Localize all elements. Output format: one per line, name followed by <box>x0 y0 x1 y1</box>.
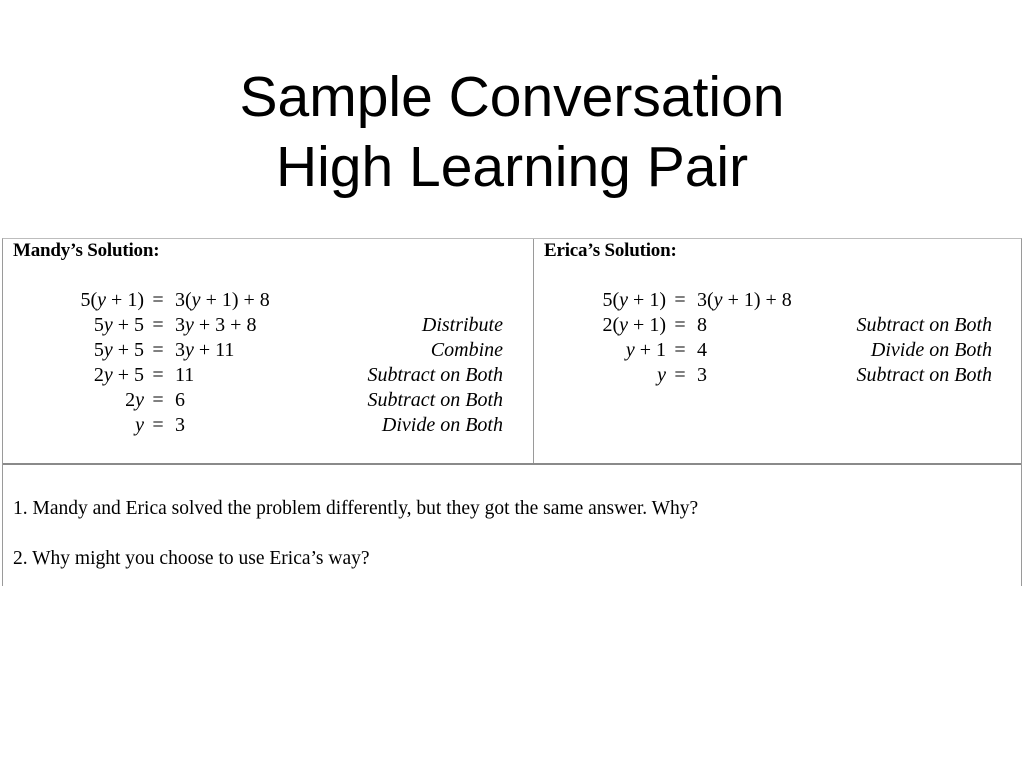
erica-step-equals: = <box>674 339 686 361</box>
mandy-step-lhs: 5(y + 1) <box>80 289 144 311</box>
mandy-step-note: Subtract on Both <box>367 389 503 411</box>
mandy-step-3 <box>3 338 533 363</box>
mandy-step-lhs: y <box>135 414 144 436</box>
erica-step-rhs: 8 <box>697 314 707 336</box>
mandy-solution-panel <box>3 239 533 463</box>
erica-step-rhs: 3 <box>697 364 707 386</box>
mandy-step-equals: = <box>152 389 164 411</box>
erica-step-lhs: 5(y + 1) <box>602 289 666 311</box>
mandy-step-equals: = <box>152 364 164 386</box>
mandy-step-5 <box>3 388 533 413</box>
mandy-step-equals: = <box>152 314 164 336</box>
erica-step-rhs: 3(y + 1) + 8 <box>697 289 792 311</box>
mandy-step-rhs: 3 <box>175 414 185 436</box>
worksheet-table <box>2 238 1022 586</box>
mandy-step-lhs: 5y + 5 <box>93 339 144 361</box>
erica-step-note: Subtract on Both <box>856 364 992 386</box>
erica-step-1 <box>534 288 1021 313</box>
erica-step-equals: = <box>674 364 686 386</box>
mandy-step-lhs: 5y + 5 <box>93 314 144 336</box>
erica-step-lhs: 2(y + 1) <box>602 314 666 336</box>
mandy-step-6 <box>3 413 533 438</box>
mandy-step-lhs: 2y + 5 <box>93 364 144 386</box>
erica-step-lhs: y + 1 <box>625 339 666 361</box>
mandy-step-rhs: 6 <box>175 389 185 411</box>
mandy-step-rhs: 3(y + 1) + 8 <box>175 289 270 311</box>
questions-row <box>3 465 1021 587</box>
mandy-step-rhs: 11 <box>175 364 195 386</box>
slide-title-line2: High Learning Pair <box>275 135 749 199</box>
slide-title <box>0 62 1024 202</box>
mandy-step-2 <box>3 313 533 338</box>
mandy-step-4 <box>3 363 533 388</box>
mandy-step-1 <box>3 288 533 313</box>
erica-step-4 <box>534 363 1021 388</box>
mandy-step-equals: = <box>152 339 164 361</box>
mandy-step-note: Combine <box>430 339 503 361</box>
mandy-step-equals: = <box>152 414 164 436</box>
mandy-solution-heading: Mandy’s Solution: <box>13 240 160 261</box>
mandy-step-equals: = <box>152 289 164 311</box>
mandy-step-note: Divide on Both <box>381 414 503 436</box>
mandy-step-rhs: 3y + 3 + 8 <box>175 314 257 336</box>
erica-solution-heading: Erica’s Solution: <box>544 240 677 261</box>
question-2: 2. Why might you choose to use Erica’s way? <box>13 548 370 569</box>
mandy-step-rhs: 3y + 11 <box>175 339 235 361</box>
erica-step-2 <box>534 313 1021 338</box>
mandy-step-note: Subtract on Both <box>367 364 503 386</box>
mandy-step-lhs: 2y <box>125 389 144 411</box>
erica-step-note: Divide on Both <box>870 339 992 361</box>
solutions-row <box>3 239 1021 465</box>
question-1: 1. Mandy and Erica solved the problem differently, but they got the same answer. Why? <box>13 498 699 519</box>
erica-step-lhs: y <box>657 364 666 386</box>
slide-title-line1: Sample Conversation <box>239 65 785 129</box>
erica-step-equals: = <box>674 289 686 311</box>
erica-step-rhs: 4 <box>697 339 707 361</box>
mandy-step-note: Distribute <box>421 314 503 336</box>
erica-solution-panel <box>534 239 1021 463</box>
erica-step-equals: = <box>674 314 686 336</box>
erica-step-3 <box>534 338 1021 363</box>
erica-step-note: Subtract on Both <box>856 314 992 336</box>
